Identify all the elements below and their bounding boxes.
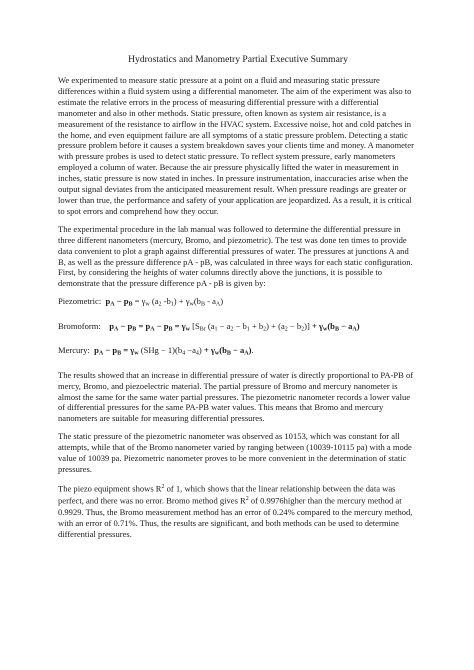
bromoform-label: Bromoform: bbox=[58, 320, 101, 331]
results-paragraph: The results showed that an increase in differential pressure of water is directly proportional to PA-PB of mercy, Bromo, and piezoelectric material. The partial pressure of Bromo and mercury nanometer is almost the same for the same water partial pressures. The piezometric nanometer records a lower value of differential pressures for the same PA-PB water values. This means that Bromo and mercury nanometers are suitable for measuring differential pressures. bbox=[58, 369, 414, 424]
static-pressure-paragraph: The static pressure of the piezometric nanometer was observed as 10153, which was constant for all attempts, while that of the Bromo nanometer varied by ranging between (10039-10115 pa) with a mode value of 10039 pa. Piezometric nanometer proves to be more convenient in the determination of static pressures. bbox=[58, 431, 412, 474]
page-title: Hydrostatics and Manometry Partial Executive Summary bbox=[128, 54, 348, 65]
piezometric-label: Piezometric: bbox=[58, 296, 102, 307]
piezometric-equation: Piezometric: $p_A - p_B = \gamma_w$ ($a_2$ $-b_1) + \gamma_w(b_B - a_A)$ bbox=[58, 296, 224, 308]
conclusion-paragraph: The piezo equipment shows $R^2$ of 1, which shows that the linear relationship between the data was perfect, and there was no error. Bromo method gives $R^2$ of 0.9976higher than the mercury method at 0.9929. Thus, the Bromo measurement method has an error of 0.24% compared to the mercury method, with an error of 0.71%. Thus, the results are significant, and both methods can be used to determine differential pressures. bbox=[58, 483, 413, 539]
bromoform-equation: Bromoform: $p_A - p_B = p_A - p_B = \gamma_w$ [$S_{Br}$ $(a_1 - a_2 - b_1 + b_2) + (a_2 - b_2)] + \gamma_w(b_B - a_A)$ bbox=[58, 320, 360, 333]
procedure-paragraph: The experimental procedure in the lab manual was followed to determine the differential pressure in three different nanometers (mercury, Bromo, and piezometric). The test was done ten times to provide data convenient to plot a graph against differential pressures of water. The pressures at junctions A and B, as well as the pressure difference pA - pB, was calculated in three ways for each static configuration. First, by considering the heights of water columns directly above the junctions, it is possible to demonstrate that the pressure difference pA - pB is given by: bbox=[58, 223, 413, 289]
mercury-equation: Mercury: $p_A - p_B = \gamma_w$ $(SHg - 1)(b_4 -a_4) + \gamma_w(b_B - a_A)$. bbox=[58, 345, 254, 357]
mercury-label: Mercury: bbox=[58, 345, 90, 356]
intro-paragraph: We experimented to measure static pressure at a point on a fluid and measuring static pressure differences within a fluid system using a differential manometer. The aim of the experiment was also to estimate the relative errors in the process of measuring differential pressure with a differential manometer and also in other methods. Static pressure, often known as system air resistance, is a measurement of the resistance to airflow in the HVAC system. Excessive noise, hot and cold patches in the home, and even equipment failure are all symptoms of a static pressure problem. Detecting a static pressure problem before it causes a system breakdown saves your clients time and money. A manometer with pressure probes is used to detect static pressure. To reflect system pressure, early manometers employed a column of water. Because the air pressure physically lifted the water in measurement in inches, static pressure is now stated in inches. In pressure instrumentation, inaccuracies arise when the output signal deviates from the anticipated measurement result. When pressure readings are greater or lower than true, the performance and safety of your application are jeopardized. As a result, it is critical to spot errors and comprehend how they occur. bbox=[58, 75, 414, 216]
